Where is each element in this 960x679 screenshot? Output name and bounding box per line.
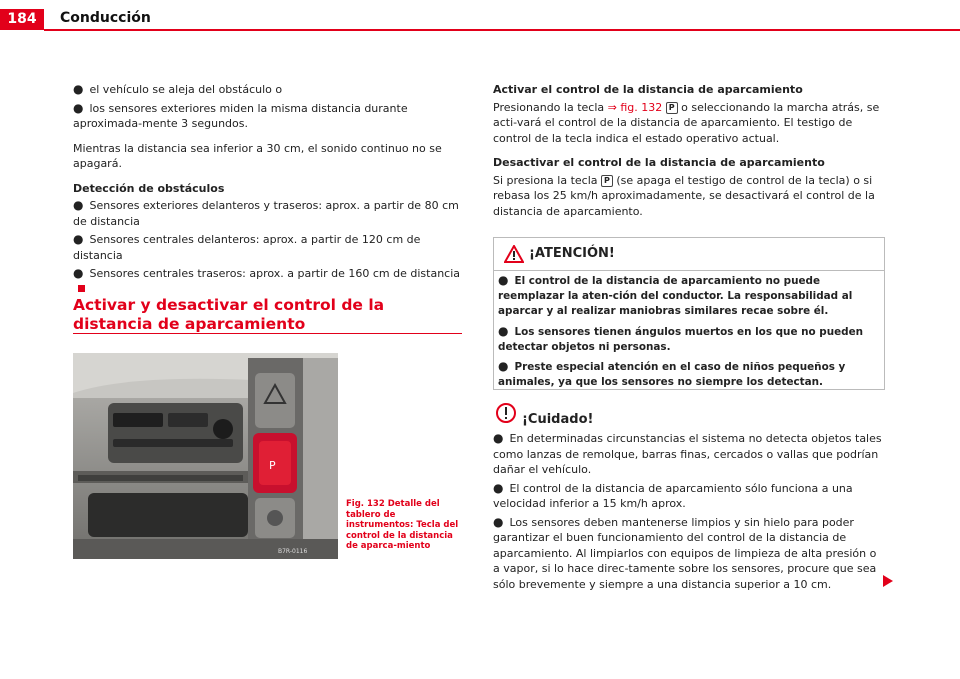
list-item: ● El control de la distancia de aparcamiento sólo funciona a una velocidad inferior a 15 km/h aprox. [493,480,853,510]
deactivate-paragraph: Si presiona la tecla P (se apaga el testigo de control de la tecla) o si rebasa los 25 km/h aproximadamente, se desactivará el control de la distancia de aparcamiento. [493,173,875,218]
warning-box [493,237,885,390]
warning-header [494,238,884,271]
list-item: ● el vehículo se aleja del obstáculo o [73,82,283,96]
warning-title: ¡ATENCIÓN! [529,246,615,261]
warning-triangle-icon [504,245,524,263]
chapter-title: Conducción [60,10,151,26]
dashboard-photo [73,353,338,559]
deactivate-heading: Desactivar el control de la distancia de aparcamiento [493,156,825,169]
list-item: ● Preste especial atención en el caso de niños pequeños y animales, ya que los sensores no siempre los detectan. [498,359,846,389]
detection-heading: Detección de obstáculos [73,181,225,195]
activate-heading: Activar el control de la distancia de aparcamiento [493,83,803,96]
next-page-arrow-icon[interactable] [882,574,894,588]
figure-link[interactable]: ⇒ fig. 132 [607,100,663,114]
caution-icon [496,403,516,423]
paragraph: Mientras la distancia sea inferior a 30 cm, el sonido continuo no se apagará. [73,141,442,170]
list-item: ● los sensores exteriores miden la misma distancia durante aproximada-mente 3 segundos. [73,100,408,130]
list-item: ● Los sensores tienen ángulos muertos en los que no pueden detectar objetos ni personas. [498,323,864,353]
end-marker-icon [78,285,85,292]
section-title: Activar y desactivar el control de la distancia de aparcamiento [73,296,385,333]
header-rule [44,29,960,31]
caution-title: ¡Cuidado! [522,412,594,427]
list-item: ● Sensores centrales delanteros: aprox. a partir de 120 cm de distancia [73,232,421,262]
list-item: ● Sensores centrales traseros: aprox. a partir de 160 cm de distancia [73,266,465,297]
figure-code: B7R-0116 [278,548,308,555]
right-column [493,82,885,219]
parking-key-icon: P [601,175,613,187]
activate-paragraph: Presionando la tecla ⇒ fig. 132 P o seleccionando la marcha atrás, se acti-vará el control de la distancia de aparcamiento. El testigo de control de la tecla indica el estado operativo actual. [493,100,880,145]
list-item: ● Sensores exteriores delanteros y traseros: aprox. a partir de 80 cm de distancia [73,198,459,228]
list-item: ● El control de la distancia de aparcamiento no puede reemplazar la aten-ción del conductor. La responsabilidad al aparcar y al realizar maniobras similares recae sobre él. [498,273,853,318]
left-column [73,82,465,297]
caution-list [493,431,885,592]
list-item: ● En determinadas circunstancias el sistema no detecta objetos tales como lanzas de remolque, barras finas, cercados o vallas que podrían dañar el vehículo. [493,431,882,476]
page-number: 184 [0,9,44,30]
list-item: ● Los sensores deben mantenerse limpios y sin hielo para poder garantizar el buen funcionamiento del control de la distancia de aparcamiento. Al limpiarlos con equipos de limpieza de alta presión o a vapor, si lo hace direc-tamente sobre los sensores, procure que sea sólo brevemente y siempre a una distancia superior a 10 cm. [493,514,877,591]
section-rule [73,333,462,334]
figure-caption: Fig. 132 Detalle del tablero de instrumentos: Tecla del control de la distancia de aparca-miento [346,499,459,551]
parking-key-icon: P [666,102,678,114]
svg-text:P: P [269,459,276,472]
page-header [0,0,960,30]
warning-body [498,273,884,394]
